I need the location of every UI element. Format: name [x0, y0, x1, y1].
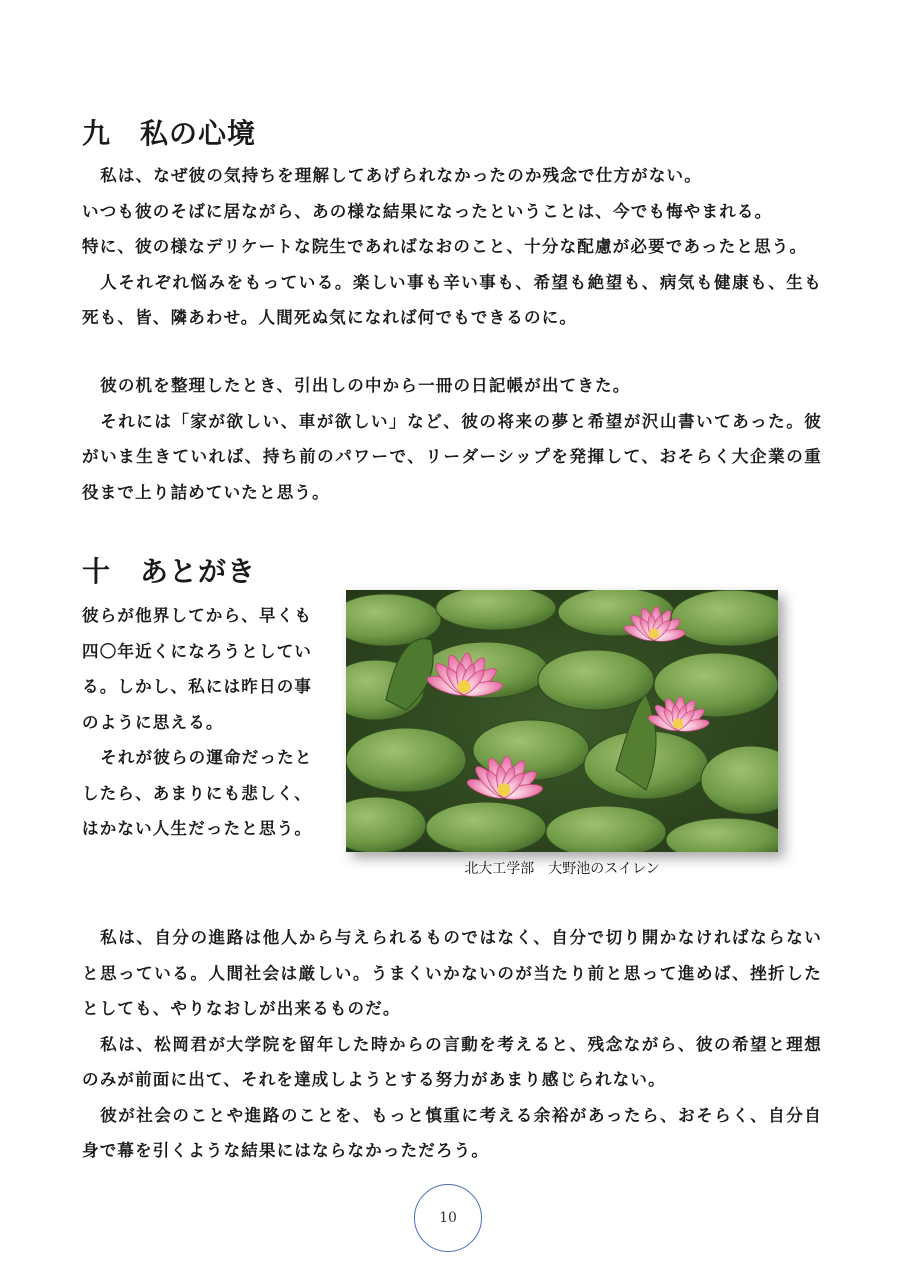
paragraph: いつも彼のそばに居ながら、あの様な結果になったということは、今でも悔やまれる。	[82, 201, 773, 221]
paragraph: 私は、自分の進路は他人から与えられるものではなく、自分で切り開かなければならないと思っている。人間社会は厳しい。うまくいかないのが当たり前と思って進めば、挫折したとしても、やりなおしが出来るものだ。	[82, 928, 822, 1018]
paragraph: 私は、松岡君が大学院を留年した時からの言動を考えると、残念ながら、彼の希望と理想のみが前面に出て、それを達成しようとする努力があまり感じられない。	[82, 1034, 822, 1089]
paragraph: 人それぞれ悩みをもっている。楽しい事も辛い事も、希望も絶望も、病気も健康も、生も死も、皆、隣あわせ。人間死ぬ気になれば何でもできるのに。	[82, 272, 822, 327]
page-number: 10	[414, 1184, 482, 1252]
paragraph: 彼が社会のことや進路のことを、もっと慎重に考える余裕があったら、おそらく、自分自身で幕を引くような結果にはならなかっただろう。	[82, 1105, 822, 1160]
section-9-body	[82, 158, 822, 336]
section-9-body-2	[82, 368, 822, 510]
paragraph: それには「家が欲しい、車が欲しい」など、彼の将来の夢と希望が沢山書いてあった。彼がいま生きていれば、持ち前のパワーで、リーダーシップを発揮して、おそらく大企業の重役まで上り詰めていたと思う。	[82, 411, 822, 502]
paragraph: 特に、彼の様なデリケートな院生であればなおのこと、十分な配慮が必要であったと思う。	[82, 237, 808, 256]
section-9-heading: 九 私の心境	[82, 117, 257, 150]
section-10-heading: 十 あとがき	[82, 555, 257, 588]
photo-caption: 北大工学部 大野池のスイレン	[464, 861, 660, 877]
section-10-body	[82, 920, 822, 1169]
section-10-side-text	[82, 598, 318, 847]
paragraph: それが彼らの運命だったとしたら、あまりにも悲しく、はかない人生だったと思う。	[82, 748, 313, 838]
water-lily-photo	[346, 590, 778, 852]
paragraph: 彼らが他界してから、早くも四〇年近くになろうとしている。しかし、私には昨日の事のように思える。	[82, 606, 313, 732]
paragraph: 私は、なぜ彼の気持ちを理解してあげられなかったのか残念で仕方がない。	[100, 166, 702, 185]
paragraph: 彼の机を整理したとき、引出しの中から一冊の日記帳が出てきた。	[100, 376, 631, 395]
